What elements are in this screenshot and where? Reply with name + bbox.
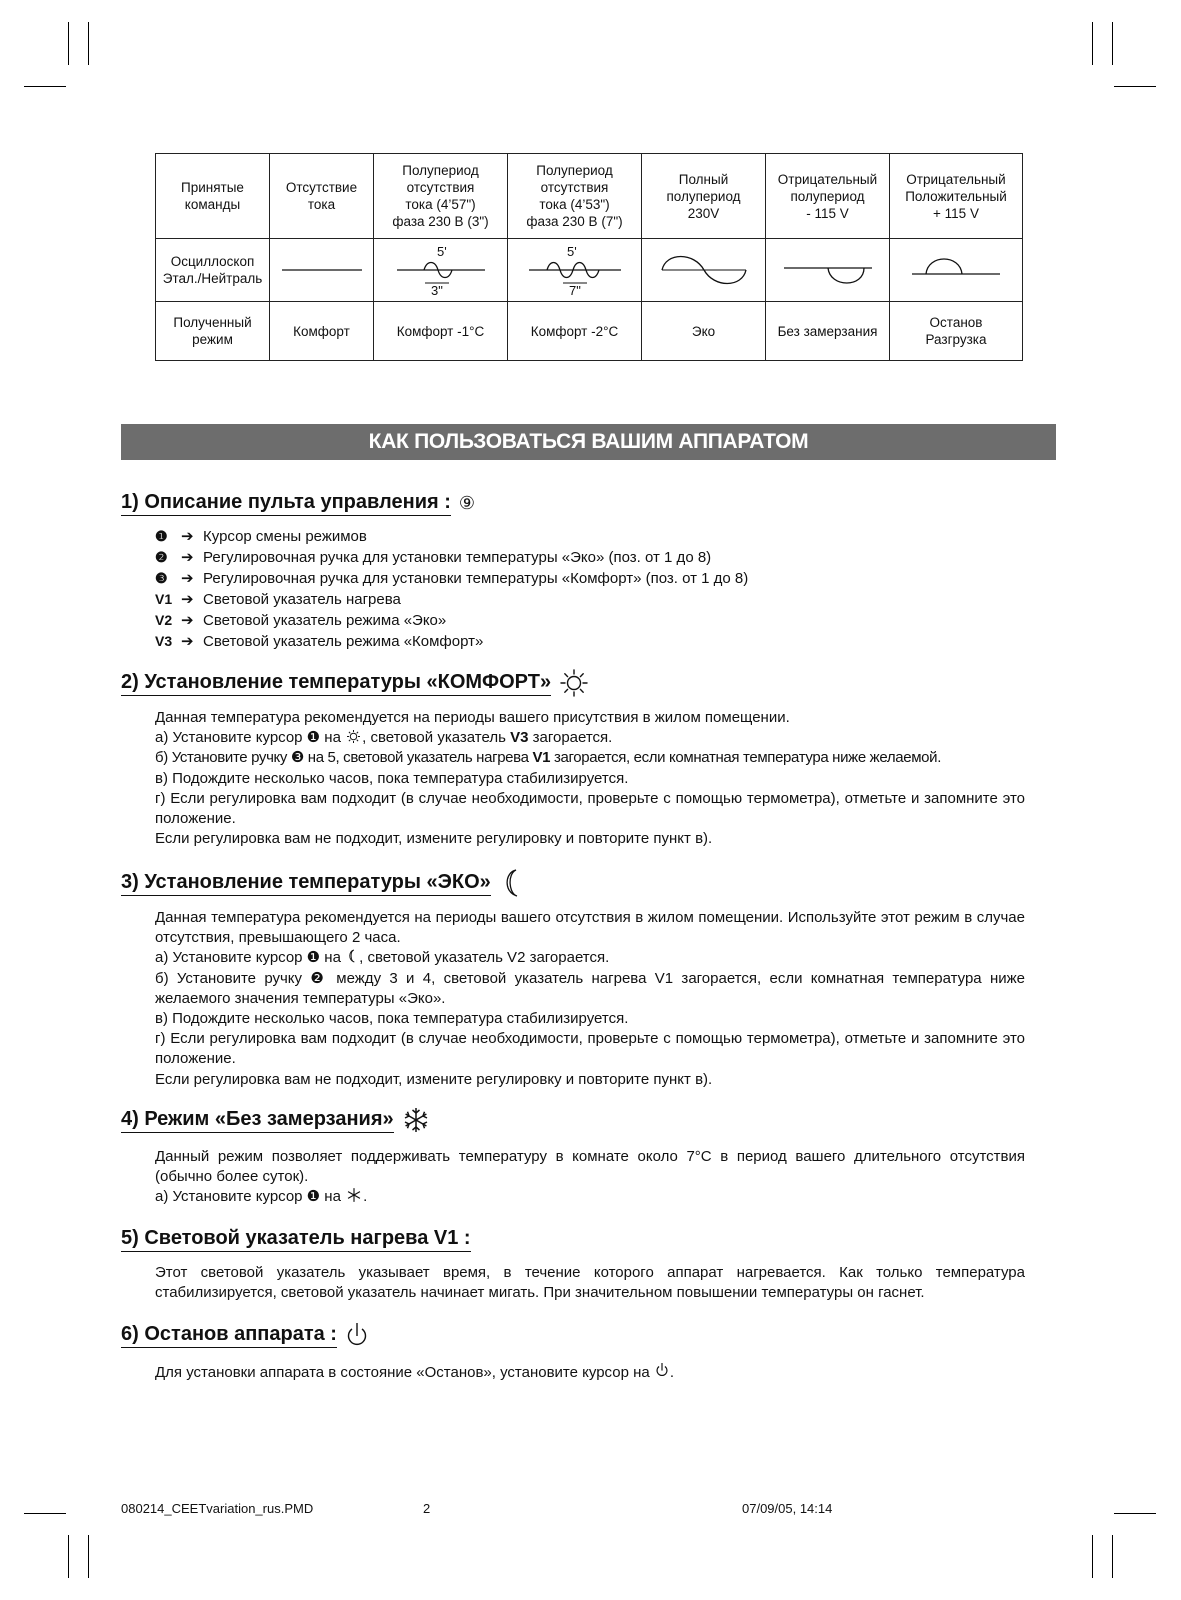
section-6-body: Для установки аппарата в состояние «Останов», установите курсор на . (155, 1361, 1025, 1383)
list-item: ❷ ➔ Регулировочная ручка для установки температуры «Эко» (поз. от 1 до 8) (155, 549, 712, 566)
table-cell (374, 239, 508, 302)
table-cell: Останов Разгрузка (890, 302, 1023, 361)
snowflake-icon (346, 1187, 362, 1203)
list-item: ❸ ➔ Регулировочная ручка для установки температуры «Комфорт» (поз. от 1 до 8) (155, 570, 749, 587)
table-cell (766, 239, 890, 302)
arrow-right-icon: ➔ (181, 612, 194, 629)
svg-text:7": 7" (568, 283, 581, 298)
table-row (156, 154, 1023, 239)
list-item: V1 ➔ Световой указатель нагрева (155, 591, 401, 608)
table-row (156, 302, 1023, 361)
table-header: Полупериод отсутствия тока (4’57") фаза 230 В (3") (374, 154, 508, 239)
svg-text:5': 5' (566, 244, 577, 259)
table-header: Полупериод отсутствия тока (4’53") фаза 230 В (7") (508, 154, 642, 239)
section-5-title: 5) Световой указатель нагрева V1 : (121, 1226, 471, 1252)
section-6-title: 6) Останов аппарата : (121, 1322, 337, 1348)
short-half-wave (391, 242, 491, 298)
table-cell: Без замерзания (766, 302, 890, 361)
section-4-heading (121, 1106, 430, 1134)
section-3-title: 3) Установление температуры «ЭКО» (121, 870, 491, 896)
list-item: V2 ➔ Световой указатель режима «Эко» (155, 612, 447, 629)
full-sine-wave (654, 242, 754, 298)
footer-date: 07/09/05, 14:14 (742, 1501, 833, 1516)
table-cell (270, 239, 374, 302)
table-header: Отрицательный полупериод - 115 V (766, 154, 890, 239)
double-half-wave (525, 242, 625, 298)
list-item: V3 ➔ Световой указатель режима «Комфорт» (155, 633, 484, 650)
positive-half-wave (906, 242, 1006, 298)
moon-icon (499, 868, 525, 898)
table-header: Отрицательный Положительный + 115 V (890, 154, 1023, 239)
sun-icon (559, 668, 589, 698)
table-header: Полный полупериод 230V (642, 154, 766, 239)
table-cell (890, 239, 1023, 302)
section-1-title: 1) Описание пульта управления : (121, 490, 451, 516)
section-2-title: 2) Установление температуры «КОМФОРТ» (121, 670, 551, 696)
section-banner: КАК ПОЛЬЗОВАТЬСЯ ВАШИМ АППАРАТОМ (121, 424, 1056, 460)
section-3-heading (121, 868, 525, 898)
table-cell: Комфорт (270, 302, 374, 361)
section-3-body: Данная температура рекомендуется на периоды вашего отсутствия в жилом помещении. Используйте этот режим в случае отсутствия, превышающего 2 часа. а) Установите курсор ❶ на , световой указатель V2 загорается. б) Установите ручку ❷ между 3 и 4, световой указатель нагрева V1 загорается, если комнатная температура ниже желаемого значения температуры «Эко». в) Подождите несколько часов, пока температура стабилизируется. г) Если регулировка вам подходит (в случае необходимости, проверьте с помощью термометра), отметьте и запомните это положение. Если регулировка вам не подходит, измените регулировку и повторите пункт в). (155, 909, 1025, 1088)
section-4-body: Данный режим позволяет поддерживать температуру в комнате около 7°C в период вашего длительного отсутствия (обычно более суток). а) Установите курсор ❶ на . (155, 1148, 1025, 1206)
circled-nine-icon: ⑨ (458, 493, 476, 513)
list-item: ❶ ➔ Курсор смены режимов (155, 528, 367, 545)
section-5-body: Этот световой указатель указывает время, в течение которого аппарат нагревается. Как только температура стабилизируется, световой указатель начинает мигать. При значительном повышении температуры он гаснет. (155, 1264, 1025, 1302)
signal-table (155, 153, 1023, 361)
section-1-heading (121, 490, 475, 516)
table-cell: Комфорт -2°C (508, 302, 642, 361)
table-header: Отсутствие тока (270, 154, 374, 239)
table-header: Принятые команды (156, 154, 270, 239)
arrow-right-icon: ➔ (181, 591, 194, 608)
control-list (155, 526, 748, 652)
power-icon (655, 1361, 669, 1379)
sun-icon (346, 729, 361, 744)
table-cell: Осциллоскоп Этал./Нейтраль (156, 239, 270, 302)
table-cell: Комфорт -1°C (374, 302, 508, 361)
footer-page-number: 2 (423, 1501, 431, 1516)
power-icon (345, 1321, 369, 1349)
svg-text:3": 3" (430, 283, 443, 298)
moon-icon (346, 948, 358, 964)
arrow-right-icon: ➔ (181, 528, 194, 545)
section-6-heading (121, 1321, 369, 1349)
footer-filename: 080214_CEETvariation_rus.PMD (121, 1501, 314, 1516)
section-2-heading (121, 668, 589, 698)
negative-half-wave (778, 242, 878, 298)
section-4-title: 4) Режим «Без замерзания» (121, 1107, 394, 1133)
snowflake-icon (402, 1106, 430, 1134)
flat-line-wave (280, 260, 364, 280)
section-5-heading (121, 1226, 471, 1252)
table-cell: Эко (642, 302, 766, 361)
svg-text:5': 5' (436, 244, 447, 259)
arrow-right-icon: ➔ (181, 549, 194, 566)
table-row (156, 239, 1023, 302)
table-cell (508, 239, 642, 302)
arrow-right-icon: ➔ (181, 570, 194, 587)
arrow-right-icon: ➔ (181, 633, 194, 650)
table-cell: Полученный режим (156, 302, 270, 361)
section-2-body: Данная температура рекомендуется на периоды вашего присутствия в жилом помещении. а) Установите курсор ❶ на , световой указатель V3 загорается. б) Установите ручку ❸ на 5, световой указатель нагрева V1 загорается, если комнатная температура ниже желаемой. в) Подождите несколько часов, пока температура стабилизируется. г) Если регулировка вам подходит (в случае необходимости, проверьте с помощью термометра), отметьте и запомните это положение. Если регулировка вам не подходит, измените регулировку и повторите пункт в). (155, 709, 1025, 848)
table-cell (642, 239, 766, 302)
